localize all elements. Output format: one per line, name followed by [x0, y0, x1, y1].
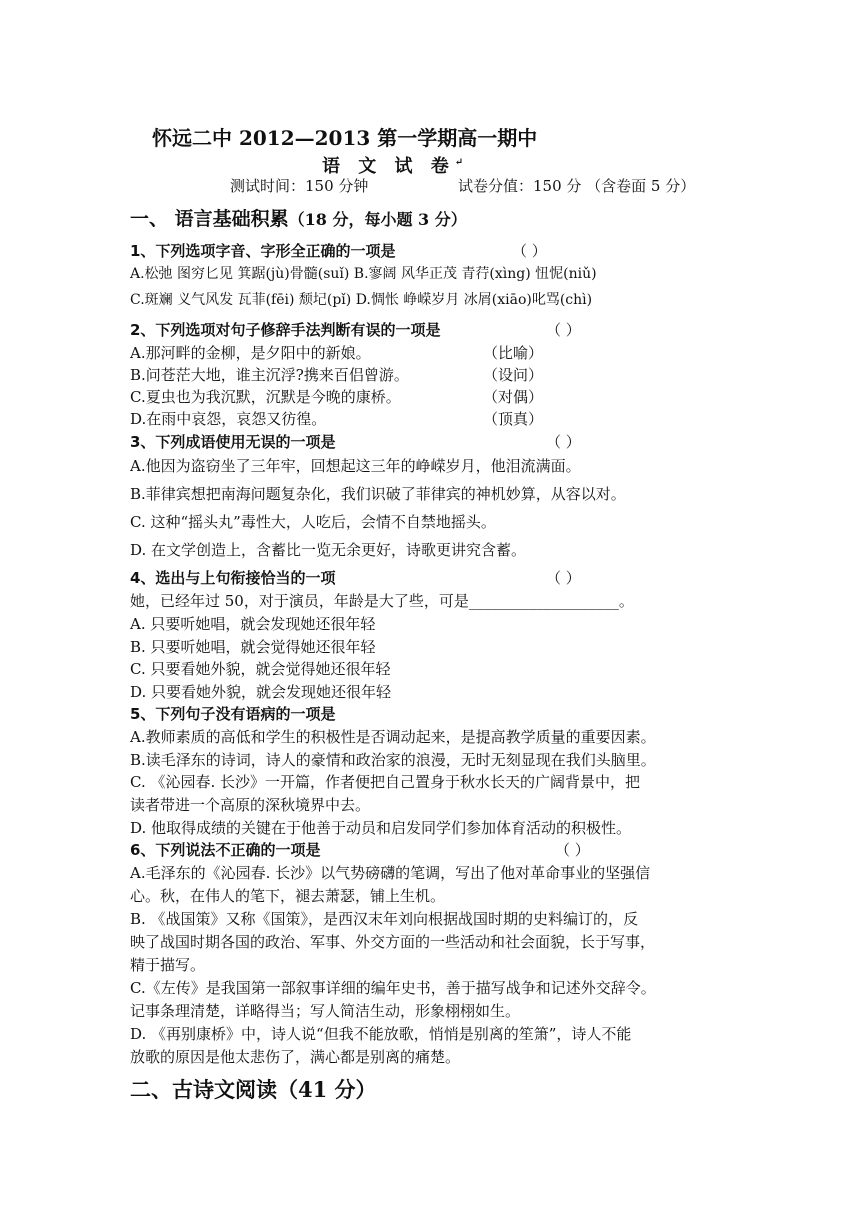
question-3-option-a: A.他因为盗窃坐了三年牢，回想起这三年的峥嵘岁月，他泪流满面。 [130, 457, 581, 475]
question-2-option-c-tag: （对偶） [483, 388, 544, 406]
question-6-line-4: 映了战国时期各国的政治、军事、外交方面的一些活动和社会面貌，长于写事， [130, 933, 656, 951]
section-1-title: 一、 语言基础积累 [130, 208, 289, 230]
question-3-answer-paren: （ ） [546, 433, 581, 451]
question-6-line-5: 精于描写。 [130, 956, 206, 974]
question-3-option-d: D. 在文学创造上，含蓄比一览无余更好，诗歌更讲究含蓄。 [130, 541, 527, 559]
question-3-option-c: C. 这种“摇头丸”毒性大，人吃后，会情不自禁地摇头。 [130, 513, 496, 531]
question-6-answer-paren: （ ） [555, 841, 590, 859]
question-6-line-7: 记事条理清楚，详略得当；写人简洁生动，形象栩栩如生。 [130, 1002, 521, 1020]
exam-subtitle [322, 153, 469, 177]
question-3-option-b: B.菲律宾想把南海问题复杂化，我们识破了菲律宾的神机妙算，从容以对。 [130, 485, 626, 503]
question-2-option-c: C.夏虫也为我沉默，沉默是今晚的康桥。 [130, 388, 401, 406]
question-5-line-5: D. 他取得成绩的关键在于他善于动员和启发同学们参加体育活动的积极性。 [130, 819, 632, 837]
question-2-answer-paren: （ ） [546, 321, 581, 339]
question-1-options-line-2: C.斑斓 义气风发 瓦菲(fēi) 颓圮(pǐ) D.惆怅 峥嵘岁月 冰屑(xiāo)叱骂(chì) [130, 292, 593, 308]
question-6-line-2: 心。秋，在伟人的笔下，褪去萧瑟，铺上生机。 [130, 887, 446, 905]
question-5-line-2: B.读毛泽东的诗词，诗人的豪情和政治家的浪漫，无时无刻显现在我们头脑里。 [130, 751, 656, 769]
question-4-stem: 4、选出与上句衔接恰当的一项 [130, 569, 336, 587]
section-1-note: （18 分，每小题 3 分） [288, 210, 467, 229]
section-2-title: 二、古诗文阅读（41 分） [130, 1077, 377, 1102]
question-5-line-4: 读者带进一个高原的深秋境界中去。 [130, 796, 371, 814]
question-4-sentence: 她，已经年过 50，对于演员，年龄是大了些，可是____________________。 [130, 592, 634, 610]
question-6-line-1: A.毛泽东的《沁园春. 长沙》以气势磅礴的笔调，写出了他对革命事业的坚强信 [130, 864, 651, 882]
question-2-option-a: A.那河畔的金柳，是夕阳中的新娘。 [130, 344, 371, 362]
question-1-options-line-1: A.松弛 图穷匕见 箕踞(jù)骨髓(suǐ) B.寥阔 风华正茂 青荇(xìng) 忸怩(niǔ) [130, 266, 597, 282]
question-4-option-d: D. 只要看她外貌，就会发现她还很年轻 [130, 683, 392, 701]
question-4-option-b: B. 只要听她唱，就会觉得她还很年轻 [130, 638, 376, 656]
question-6-stem: 6、下列说法不正确的一项是 [130, 841, 321, 859]
return-mark-icon: ↵ [454, 157, 470, 168]
test-time: 测试时间：150 分钟 [230, 177, 369, 195]
exam-subtitle-text: 语 文 试 卷 [322, 156, 455, 177]
question-5-line-1: A.教师素质的高低和学生的积极性是否调动起来，是提高教学质量的重要因素。 [130, 728, 656, 746]
exam-title: 怀远二中 2012—2013 第一学期高一期中 [152, 126, 538, 150]
question-2-option-b-tag: （设问） [483, 366, 544, 384]
question-4-option-c: C. 只要看她外貌，就会觉得她还很年轻 [130, 660, 391, 678]
question-4-answer-paren: （ ） [546, 569, 581, 587]
question-2-option-d-tag: （顶真） [483, 410, 544, 428]
question-4-option-a: A. 只要听她唱，就会发现她还很年轻 [130, 615, 376, 633]
question-3-stem: 3、下列成语使用无误的一项是 [130, 433, 336, 451]
question-2-option-d: D.在雨中哀怨，哀怨又彷徨。 [130, 410, 327, 428]
question-5-line-3: C. 《沁园春. 长沙》一开篇，作者便把自己置身于秋水长天的广阔背景中，把 [130, 773, 641, 791]
question-6-line-6: C.《左传》是我国第一部叙事详细的编年史书，善于描写战争和记述外交辞令。 [130, 979, 656, 997]
question-6-line-8: D. 《再别康桥》中，诗人说“但我不能放歌，悄悄是别离的笙箫”，诗人不能 [130, 1025, 632, 1043]
question-1-answer-paren: （ ） [512, 242, 547, 260]
question-1-stem: 1、下列选项字音、字形全正确的一项是 [130, 242, 396, 260]
question-2-option-a-tag: （比喻） [483, 344, 544, 362]
total-score: 试卷分值：150 分 （含卷面 5 分） [458, 177, 696, 195]
question-5-stem: 5、下列句子没有语病的一项是 [130, 705, 336, 723]
question-6-line-9: 放歌的原因是他太悲伤了，满心都是别离的痛楚。 [130, 1048, 461, 1066]
section-1-heading [130, 207, 467, 232]
question-6-line-3: B. 《战国策》又称《国策》，是西汉末年刘向根据战国时期的史料编订的，反 [130, 910, 639, 928]
question-2-option-b: B.问苍茫大地，谁主沉浮?携来百侣曾游。 [130, 366, 409, 384]
question-2-stem: 2、下列选项对句子修辞手法判断有误的一项是 [130, 321, 441, 339]
